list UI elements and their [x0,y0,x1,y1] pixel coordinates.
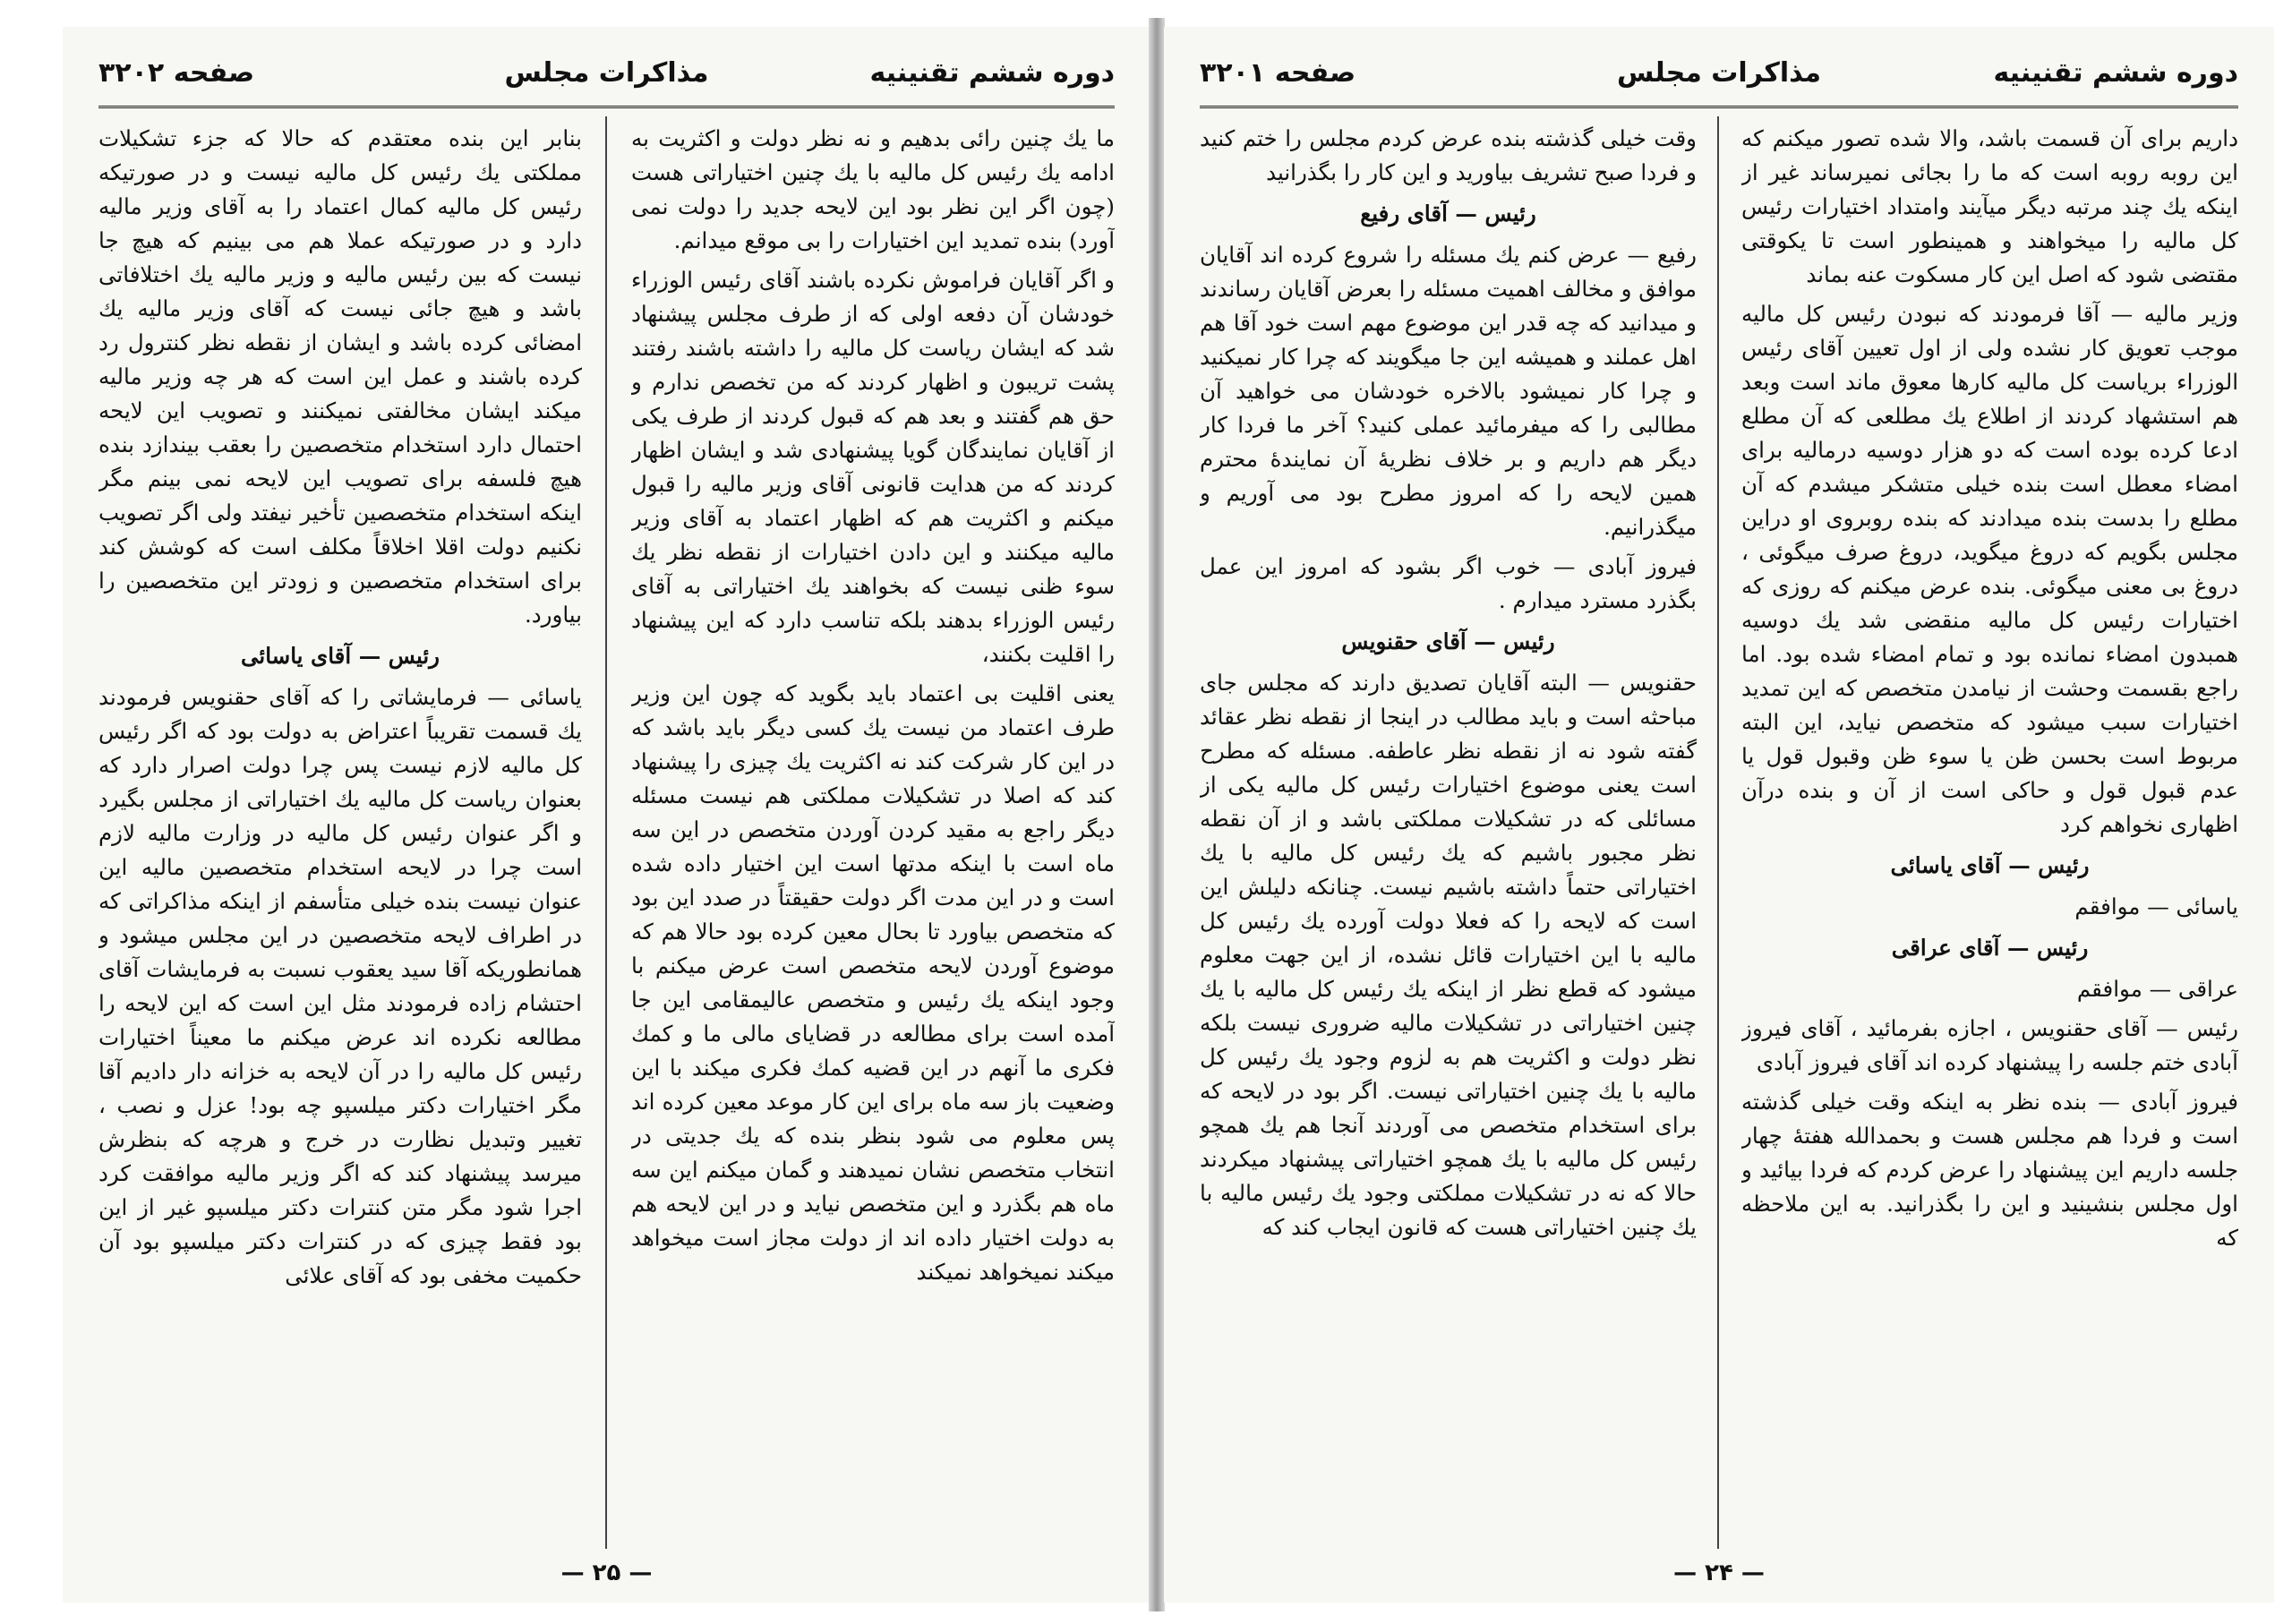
paragraph: عراقی — موافقم [2076,976,2238,1002]
text-column-right [631,122,1115,1549]
header-session: دوره ششم تقنینیه [869,57,1115,89]
header-session: دوره ششم تقنینیه [1993,57,2238,89]
speaker-heading: رئیس — آقای عراقی [1891,935,2089,961]
paragraph: یعنی اقلیت بی اعتماد باید بگوید که چون این وزیر طرف اعتماد من نیست یك کسی دیگر باید باشد که در این کار شرکت کند نه اکثریت یك چیزی را پیشنهاد کند که اصلا در تشکیلات مملکتی هم نیست مسئله دیگر راجع به مقید کردن آوردن متخصص در این سه ماه است با اینکه مدتها است این اختیار داده شده است و در این مدت اگر دولت حقیقتاً در صدد این بود که متخصص بیاورد تا بحال معین کرده بود حالا هم که موضوع آوردن لایحه متخصص است عرض میکنم با وجود اینکه یك رئیس و متخصص عالیمقامی این جا آمده است برای مطالعه در قضایای مالی ما و کمك فکری ما آنهم در این قضیه کمك فکری میکند با این وضعیت باز سه ماه برای این کار موعد معین کرده اند پس معلوم می شود بنظر بنده که یك جدیتی در انتخاب متخصص نشان نمیدهند و گمان میکنم این سه ماه هم بگذرد و این متخصص نیاید و در این لایحه هم به دولت اختیار داده اند از دولت مجاز است میخواهد میکند نمیخواهد نمیکند [631,680,1115,1285]
paragraph: فیروز آبادی — خوب اگر بشود که امروز این عمل بگذرد مسترد میدارم . [1200,553,1697,613]
header-title: مذاکرات مجلس [504,57,709,89]
header-page-number: صفحه ۳۲۰۲ [98,57,255,89]
paragraph: حقنویس — البته آقایان تصدیق دارند که مجلس جای مباحثه است و باید مطالب در اینجا از نقطه نظر عقائد گفته شود نه از نقطه نظر عاطفه. مسئله که مطرح است یعنی موضوع اختیارات رئیس کل مالیه یکی از مسائلی که در تشکیلات مملکتی باشد و از آن نقطه نظر مجبور باشیم که یك رئیس کل مالیه با یك اختیاراتی حتماً داشته باشیم نیست. چنانکه دلیلش این است که لایحه را که فعلا دولت آورده یك رئیس کل مالیه با این اختیارات قائل نشده، از این جهت معلوم میشود که قطع نظر از اینکه یك رئیس کل مالیه با یك چنین اختیاراتی در تشکیلات مالیه ضروری نیست بلکه نظر دولت و اکثریت هم به لزوم وجود یك رئیس کل مالیه با یك چنین اختیاراتی نیست. اگر بود در لایحه که برای استخدام متخصص می آوردند آنجا هم یك همچو رئیس کل مالیه با یك همچو اختیاراتی پیشنهاد میکردند حالا که نه در تشکیلات مملکتی وجود یك رئیس مالیه با یك چنین اختیاراتی هست که قانون ایجاب کند که [1200,670,1697,1240]
speaker-heading: رئیس — آقای یاسائی [1890,852,2090,878]
page-header [1200,52,2238,108]
column-divider [605,116,607,1549]
speaker-heading: رئیس — آقای حقنویس [1341,628,1555,654]
paragraph: رئیس — آقای حقنویس ، اجازه بفرمائید ، آقای فیروز آبادی ختم جلسه را پیشنهاد کرده اند آقای فیروز آبادی [1741,1015,2238,1075]
paragraph: فیروز آبادی — بنده نظر به اینکه وقت خیلی گذشته است و فردا هم مجلس هست و بحمدالله هفتهٔ چهار جلسه داریم این پیشنهاد را عرض کردم که فردا بیائید و اول مجلس بنشینید و این را بگذرانید. به این ملاحظه که [1741,1089,2238,1251]
paragraph: یاسائی — موافقم [2074,893,2238,919]
paragraph: و اگر آقایان فراموش نکرده باشند آقای رئیس الوزراء خودشان آن دفعه اولی که از طرف مجلس پیشنهاد شد که ایشان ریاست کل مالیه را داشته باشند رفتند پشت تریبون و اظهار کردند که من تخصص ندارم و حق هم گفتند و بعد هم که قبول کردند از طرف یکی از آقایان نمایندگان گویا پیشنهادی شد و ایشان اظهار کردند که من هدایت قانونی آقای وزیر مالیه را قبول میکنم و اکثریت هم که اظهار اعتماد به آقای وزیر مالیه میکنند و این دادن اختیارات از نقطه نظر یك سوء ظنی نیست که بخواهند یك اختیاراتی به آقای رئیس الوزراء بدهند بلکه تناسب دارد که این پیشنهاد را اقلیت بکنند، [631,267,1115,667]
page-3202 [63,27,1150,1603]
paragraph: یاسائی — فرمایشاتی را که آقای حقنویس فرمودند یك قسمت تقریباً اعتراض به دولت بود که اگر رئیس کل مالیه لازم نیست پس چرا دولت اصرار دارد که بعنوان ریاست کل مالیه یك اختیاراتی از مجلس بگیرد و اگر عنوان رئیس کل مالیه در وزارت مالیه لازم است چرا در لایحه استخدام متخصصین مالیه این عنوان نیست بنده خیلی متأسفم از اینکه مذاکراتی که در اطراف لایحه متخصصین در این مجلس میشود و همانطوریکه آقا سید یعقوب نسبت به فرمایشات آقای احتشام زاده فرمودند مثل این است که این لایحه را مطالعه نکرده اند عرض میکنم ما معیناً اختیارات رئیس کل مالیه را در آن لایحه به خزانه دار دادیم آقا مگر اختیارات دکتر میلسپو چه بود! عزل و نصب ، تغییر وتبدیل نظارت در خرج و هرچه که بنظرش میرسد پیشنهاد کند که اگر وزیر مالیه موافقت کرد اجرا شود مگر متن کنترات دکتر میلسپو غیر از این بود فقط چیزی که در کنترات دکتر میلسپو بود آن حکمیت مخفی بود که آقای علائی [98,684,582,1288]
text-column-left [98,122,582,1549]
column-divider [1717,116,1719,1549]
book-gutter [1149,18,1165,1611]
header-page-number: صفحه ۳۲۰۱ [1200,57,1356,89]
text-column-left [1200,122,1697,1549]
paragraph: بنابر این بنده معتقدم که حالا که جزء تشکیلات مملکتی یك رئیس کل مالیه نیست و در صورتیکه رئیس کل مالیه کمال اعتماد را به آقای وزیر مالیه دارد و در صورتیکه عملا هم می بینیم که هیچ جا نیست که بین رئیس مالیه و وزیر مالیه یك اختلافاتی باشد و هیچ جائی نیست که آقای وزیر مالیه یك امضائی کرده باشد و ایشان از نقطه نظر کنترول رد کرده باشند و عمل این است که هر چه وزیر مالیه میکند ایشان مخالفتی نمیکنند و تصویب این لایحه احتمال دارد استخدام متخصصین را بعقب بیندازد بنده هیچ فلسفه برای تصویب این لایحه نمی بینم مگر اینکه استخدام متخصصین تأخیر نیفتد ولی اگر تصویب نکنیم دولت اقلا اخلاقاً مکلف است که کوشش کند برای استخدام متخصصین و زودتر این متخصصین را بیاورد. [98,125,582,628]
paragraph: وقت خیلی گذشته بنده عرض کردم مجلس را ختم کنید و فردا صبح تشریف بیاورید و این کار را بگذرانید [1200,125,1697,185]
paragraph: رفیع — عرض کنم یك مسئله را شروع کرده اند آقایان موافق و مخالف اهمیت مسئله را بعرض آقایان رساندند و میدانید که چه قدر این موضوع مهم است خود آقا هم اهل عملند و همیشه این جا میگویند که چرا کار نمیکنید و چرا کار نمیشود بالاخره خودشان می خواهید آن مطالبی را که میفرمائید عملی کنید؟ آخر ما فردا کار دیگر هم داریم و بر خلاف نظریهٔ آن نمایندهٔ محترم همین لایحه را که امروز مطرح بود می آوریم و میگذرانیم. [1200,242,1697,540]
paragraph: داریم برای آن قسمت باشد، والا شده تصور میکنم که این روبه روبه است که ما را بجائی نمیرساند غیر از اینکه یك چند مرتبه دیگر میآیند وامتداد اختیارات رئیس کل مالیه را میخواهند و همینطور است تا یکوقتی مقتضی شود که اصل این کار مسکوت عنه بماند [1741,125,2238,287]
page-footer-number: — ۲۴ — [1673,1560,1765,1586]
text-column-right [1741,122,2238,1549]
paragraph: وزیر مالیه — آقا فرمودند که نبودن رئیس کل مالیه موجب تعویق کار نشده ولی از اول تعیین آقای رئیس الوزراء بریاست کل مالیه کارها معوق ماند است وبعد هم استشهاد کردند از اطلاع یك مطلعی که آن مطلع ادعا کرده بوده است که دو هزار دوسیه درمالیه برای امضاء معطل است بنده خیلی متشکر میشدم که آن مطلع را بدست بنده میدادند که بنده روبروی او دراین مجلس بگویم که دروغ میگوید، دروغ صرف میگوئی ، دروغ بی معنی میگوئی. بنده عرض میکنم که روزی که اختیارات رئیس کل مالیه منقضی شد یك دوسیه همبدون امضاء نمانده بود و تمام امضاء شده بود. اما راجع بقسمت وحشت از نیامدن متخصص که این تمدید اختیارات سبب میشود که متخصص نیاید، این البته مربوط است بحسن ظن یا سوء ظن وقبول قول یا عدم قبول قول و حاکی است از آن و بنده درآن اظهاری نخواهم کرد [1741,301,2238,837]
speaker-heading: رئیس — آقای یاسائی [240,643,440,669]
page-header [98,52,1115,108]
page-footer-number: — ۲۵ — [560,1560,653,1586]
page-3201 [1164,27,2274,1603]
header-title: مذاکرات مجلس [1616,57,1822,89]
paragraph: ما یك چنین رائی بدهیم و نه نظر دولت و اکثریت به ادامه یك رئیس کل مالیه با یك چنین اختیاراتی هست (چون اگر این نظر بود این لایحه جدید را دولت نمی آورد) بنده تمدید این اختیارات را بی موقع میدانم. [631,125,1115,253]
speaker-heading: رئیس — آقای رفیع [1360,201,1536,227]
